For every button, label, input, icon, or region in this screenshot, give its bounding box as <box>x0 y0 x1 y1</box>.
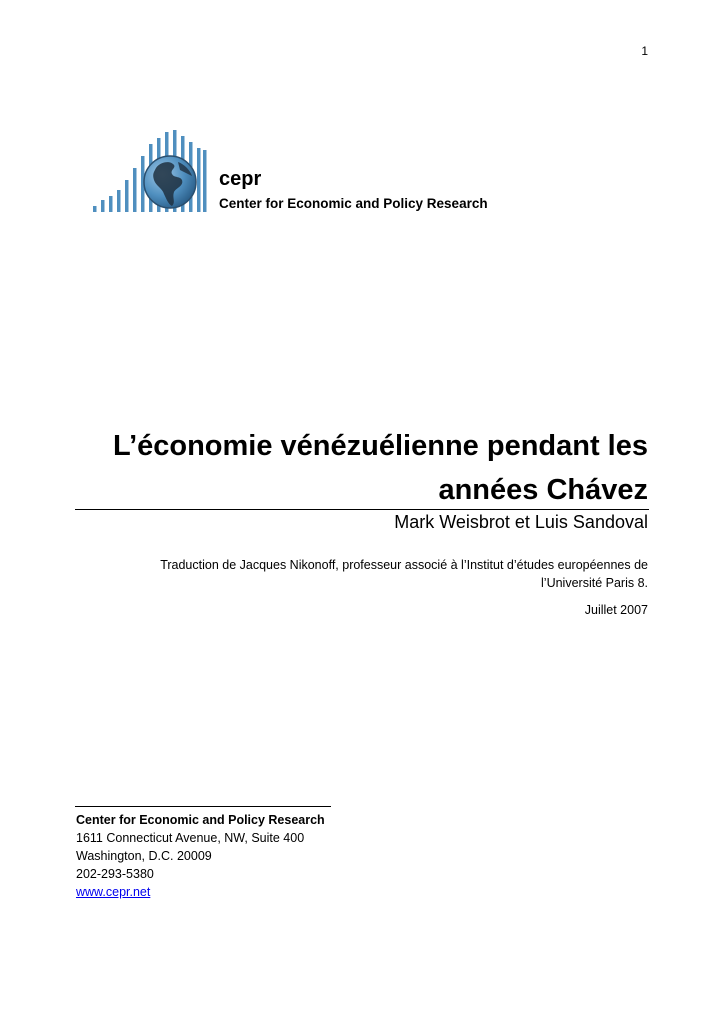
logo-bar <box>197 148 201 212</box>
logo-bar <box>117 190 121 212</box>
authors: Mark Weisbrot et Luis Sandoval <box>394 512 648 532</box>
footer-phone: 202-293-5380 <box>76 867 154 881</box>
logo-name: cepr <box>219 168 262 190</box>
footer-org: Center for Economic and Policy Research <box>76 813 325 827</box>
logo-bar <box>93 206 97 212</box>
cepr-logo <box>90 128 520 218</box>
title-line-1: L’économie vénézuélienne pendant les <box>112 430 648 462</box>
translation-line-2: l’Université Paris 8. <box>541 576 648 590</box>
footer-address-2: Washington, D.C. 20009 <box>76 849 212 863</box>
logo-full-name: Center for Economic and Policy Research <box>219 196 488 211</box>
cepr-logo-graphic <box>90 128 210 216</box>
title-divider <box>75 509 649 510</box>
publication-date: Juillet 2007 <box>584 603 648 617</box>
footer-address-1: 1611 Connecticut Avenue, NW, Suite 400 <box>76 831 305 845</box>
logo-bar <box>133 168 137 212</box>
title-line-2: années Chávez <box>438 474 648 506</box>
translation-note <box>108 556 648 592</box>
translation-line-1: Traduction de Jacques Nikonoff, professeur associé à l’Institut d’études européennes de <box>160 558 648 572</box>
logo-bar <box>125 180 129 212</box>
logo-bar <box>101 200 105 212</box>
logo-bar <box>109 196 113 212</box>
page-number: 1 <box>641 44 648 58</box>
footer-contact <box>76 811 325 901</box>
document-title <box>48 424 648 512</box>
footer-divider <box>75 806 331 807</box>
logo-bar <box>203 150 207 212</box>
website-link[interactable]: www.cepr.net <box>76 885 151 899</box>
